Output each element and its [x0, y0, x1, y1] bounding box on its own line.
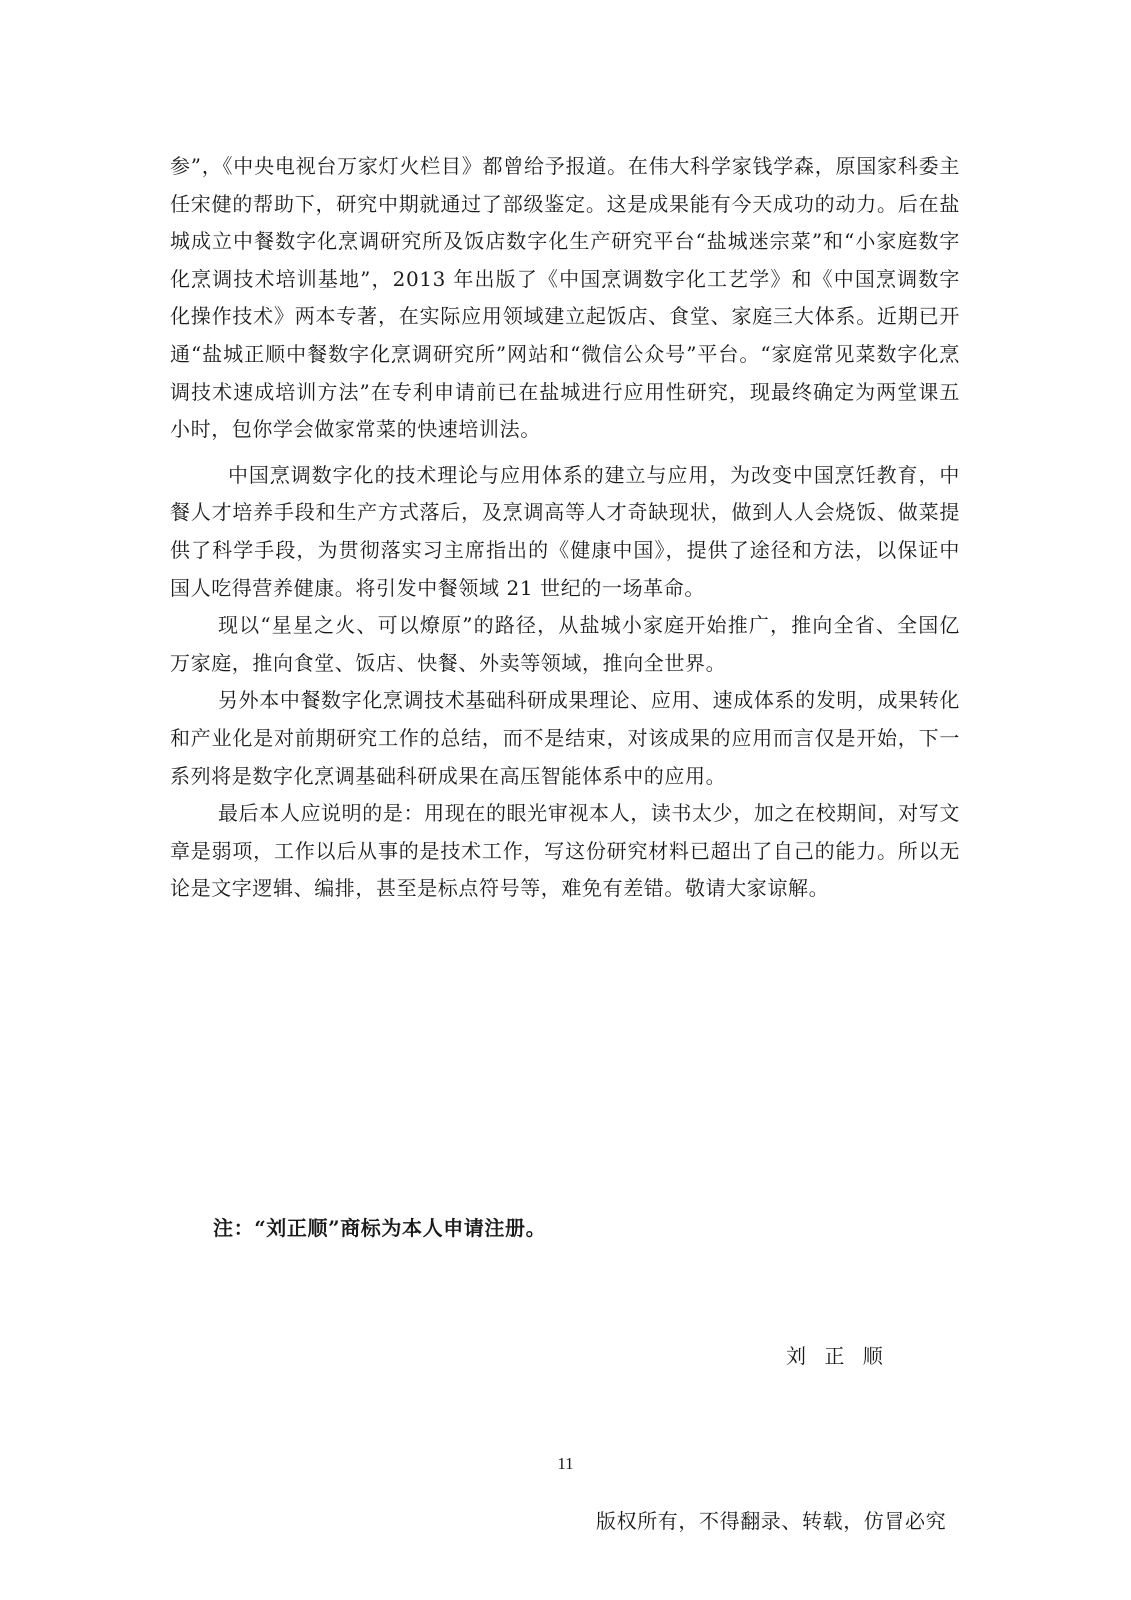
copyright-footer: 版权所有，不得翻录、转载，仿冒必究: [596, 1509, 947, 1533]
paragraph-5: 最后本人应说明的是：用现在的眼光审视本人，读书太少，加之在校期间，对写文章是弱项，工作以后从事的是技术工作，写这份研究材料已超出了自己的能力。所以无论是文字逻辑、编排，甚至是标点符号等，难免有差错。敬请大家谅解。: [170, 801, 960, 901]
body-text: [170, 148, 960, 908]
author-signature: 刘 正 顺: [786, 1344, 889, 1368]
page-number: 11: [557, 1454, 574, 1473]
paragraph-4: 另外本中餐数字化烹调技术基础科研成果理论、应用、速成体系的发明，成果转化和产业化是对前期研究工作的总结，而不是结束，对该成果的应用而言仅是开始，下一系列将是数字化烹调基础科研成果在高压智能体系中的应用。: [170, 688, 960, 788]
paragraph-2: 中国烹调数字化的技术理论与应用体系的建立与应用，为改变中国烹饪教育，中餐人才培养手段和生产方式落后，及烹调高等人才奇缺现状，做到人人会烧饭、做菜提供了科学手段，为贯彻落实习主席指出的《健康中国》，提供了途径和方法，以保证中国人吃得营养健康。将引发中餐领域 21 世纪的一场革命。: [170, 462, 960, 600]
trademark-note: 注：“刘正顺”商标为本人申请注册。: [213, 1216, 547, 1240]
paragraph-1: 参”，《中央电视台万家灯火栏目》都曾给予报道。在伟大科学家钱学森，原国家科委主任宋健的帮助下，研究中期就通过了部级鉴定。这是成果能有今天成功的动力。后在盐城成立中餐数字化烹调研究所及饭店数字化生产研究平台“盐城迷宗菜”和“小家庭数字化烹调技术培训基地”，2013 年出版了《中国烹调数字化工艺学》和《中国烹调数字化操作技术》两本专著，在实际应用领域建立起饭店、食堂、家庭三大体系。近期已开通“盐城正顺中餐数字化烹调研究所”网站和“微信公众号”平台。“家庭常见菜数字化烹调技术速成培训方法”在专利申请前已在盐城进行应用性研究，现最终确定为两堂课五小时，包你学会做家常菜的快速培训法。: [170, 154, 960, 442]
paragraph-3: 现以“星星之火、可以燎原”的路径，从盐城小家庭开始推广，推向全省、全国亿万家庭，推向食堂、饭店、快餐、外卖等领域，推向全世界。: [170, 613, 960, 675]
